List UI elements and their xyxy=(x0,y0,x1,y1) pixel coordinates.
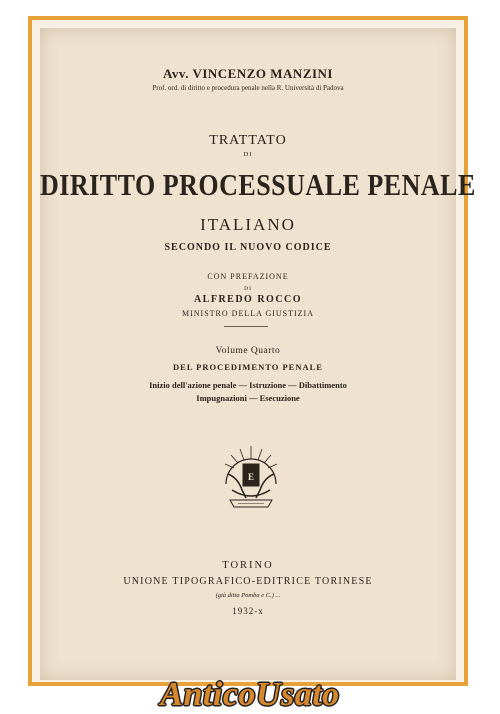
preface-author: ALFREDO ROCCO xyxy=(193,294,303,305)
preface-author-role: MINISTRO DELLA GIUSTIZIA xyxy=(182,309,314,318)
volume-contents-line-2: Impugnazioni — Esecuzione xyxy=(196,393,300,403)
watermark-logo: AnticoUsato xyxy=(160,676,340,713)
publication-year: 1932-x xyxy=(232,606,264,616)
book-title: DIRITTO PROCESSUALE PENALE xyxy=(40,168,476,203)
volume-contents-line-1: Inizio dell'azione penale — Istruzione — Dibattimento xyxy=(149,380,347,390)
edition-note: SECONDO IL NUOVO CODICE xyxy=(164,242,332,253)
divider xyxy=(224,326,268,327)
volume-title: DEL PROCEDIMENTO PENALE xyxy=(173,362,323,372)
preface-label: CON PREFAZIONE xyxy=(207,272,289,281)
publisher-emblem-icon xyxy=(218,440,284,512)
svg-text:E: E xyxy=(247,472,255,482)
book-title-page xyxy=(40,28,476,680)
author-name: Avv. VINCENZO MANZINI xyxy=(162,66,333,81)
publisher-address: (già ditta Pomba e C.) ... xyxy=(215,592,281,599)
title-lead-di: DI xyxy=(243,151,253,158)
book-subtitle: ITALIANO xyxy=(200,215,296,234)
volume-number: Volume Quarto xyxy=(215,346,281,356)
publisher-name: UNIONE TIPOGRAFICO-EDITRICE TORINESE xyxy=(123,576,373,587)
title-lead: TRATTATO xyxy=(209,133,287,148)
author-affiliation: Prof. ord. di diritto e procedura penale nella R. Università di Padova xyxy=(152,84,344,92)
preface-di: DI xyxy=(244,286,252,292)
publication-city: TORINO xyxy=(222,560,274,571)
